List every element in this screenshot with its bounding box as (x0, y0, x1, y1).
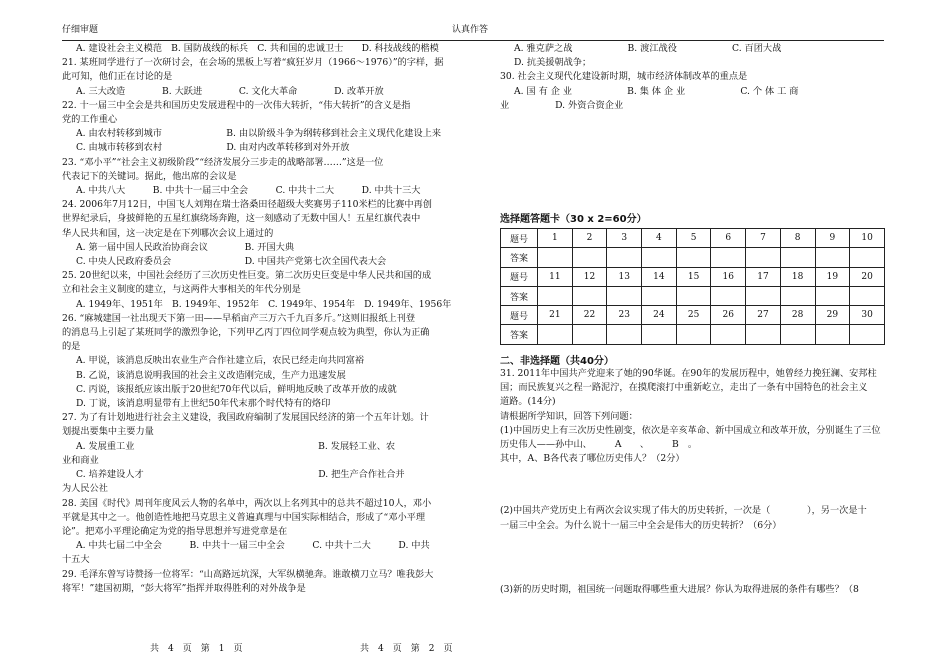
card-answer-cell[interactable] (572, 325, 607, 344)
text-line: 业 D. 外资合资企业 (500, 99, 624, 111)
right-column (500, 42, 890, 113)
card-answer-cell[interactable] (711, 325, 746, 344)
card-answer-cell[interactable] (538, 248, 573, 267)
question-31 (500, 367, 888, 597)
text-line: A. 发展重工业 B. 发展轻工业、农 (76, 440, 396, 452)
card-number-cell: 26 (711, 306, 746, 325)
q31-part3-line: (3)新的历史时期，祖国统一问题取得哪些重大进展？你认为取得进展的条件有哪些？（8 (500, 583, 859, 595)
q31-line: 道路。(14分) (500, 396, 556, 408)
card-answer-cell[interactable] (642, 248, 677, 267)
text-line: 将军！”建国初期，“彭大将军”指挥并取得胜利的对外战争是 (62, 582, 306, 594)
card-answer-cell[interactable] (607, 286, 642, 305)
card-answer-cell[interactable] (815, 286, 850, 305)
card-number-cell: 19 (815, 267, 850, 286)
card-label-ans: 答案 (501, 325, 538, 344)
card-answer-cell[interactable] (746, 325, 781, 344)
text-line: 30. 社会主义现代化建设新时期，城市经济体制改革的重点是 (500, 71, 748, 83)
text-line: D. 抗美援朝战争； (514, 57, 592, 69)
card-label-ans: 答案 (501, 286, 538, 305)
card-number-cell: 16 (711, 267, 746, 286)
card-number-cell: 22 (572, 306, 607, 325)
text-line: 25. 20世纪以来，中国社会经历了三次历史性巨变。第二次历史巨变是中华人民共和国的成 (62, 270, 432, 282)
card-number-cell: 25 (676, 306, 711, 325)
text-line: A. 由农村转移到城市 B. 由以阶级斗争为纲转移到社会主义现代化建设上来 (76, 128, 442, 140)
card-number-row (501, 229, 885, 248)
answer-card-title: 选择题答题卡（30 x 2=60分） (500, 214, 647, 225)
card-number-cell: 9 (815, 229, 850, 248)
text-line: C. 中央人民政府委员会 D. 中国共产党第七次全国代表大会 (76, 256, 387, 268)
card-number-cell: 24 (642, 306, 677, 325)
text-line: A. 国 有 企 业 B. 集 体 企 业 C. 个 体 工 商 (514, 85, 799, 97)
text-line: 为人民公社 (62, 483, 108, 495)
answer-space[interactable] (500, 533, 888, 583)
text-line: 的是 (62, 341, 81, 353)
card-number-cell: 14 (642, 267, 677, 286)
text-line: A. 三大改造 B. 大跃进 C. 文化大革命 D. 改革开放 (76, 85, 384, 97)
card-answer-row (501, 325, 885, 344)
card-number-cell: 2 (572, 229, 607, 248)
card-number-cell: 29 (815, 306, 850, 325)
card-answer-row (501, 286, 885, 305)
text-line: 十五大 (62, 554, 90, 566)
card-answer-cell[interactable] (572, 248, 607, 267)
card-number-cell: 6 (711, 229, 746, 248)
card-answer-cell[interactable] (538, 286, 573, 305)
text-line: 立和社会主义制度的建立，与这两件大事相关的年代分别是 (62, 284, 301, 296)
card-number-cell: 30 (850, 306, 885, 325)
card-number-row (501, 267, 885, 286)
card-answer-row (501, 248, 885, 267)
text-line: 27. 为了有计划地进行社会主义建设，我国政府编制了发展国民经济的第一个五年计划。计 (62, 412, 429, 424)
header-left: 仔细审题 (62, 25, 99, 35)
text-line: 党的工作重心 (62, 114, 118, 126)
card-answer-cell[interactable] (711, 248, 746, 267)
text-line: 24. 2006年7月12日，中国飞人刘翔在瑞士洛桑田径超级大奖赛男子110米栏的比赛中再创 (62, 199, 432, 211)
text-line: B. 乙说，该消息说明我国的社会主义改造刚完成，生产力迅速发展 (76, 369, 346, 381)
text-line: D. 丁说，该消息明显带有上世纪50年代末那个时代特有的烙印 (76, 398, 331, 410)
text-line: 论”。把邓小平理论确定为党的指导思想并写进党章是在 (62, 525, 288, 537)
text-line: C. 培养建设人才 D. 把生产合作社合并 (76, 469, 405, 481)
card-label-num: 题号 (501, 267, 538, 286)
card-number-cell: 11 (538, 267, 573, 286)
card-answer-cell[interactable] (850, 248, 885, 267)
left-column (62, 42, 462, 596)
card-number-cell: 8 (780, 229, 815, 248)
card-number-cell: 27 (746, 306, 781, 325)
text-line: 此可知，他们正在讨论的是 (62, 71, 173, 83)
text-line: A. 甲说，该消息反映出农业生产合作社建立后，农民已经走向共同富裕 (76, 355, 365, 367)
card-answer-cell[interactable] (780, 248, 815, 267)
q31-part2-line: (2)中国共产党历史上有两次会议实现了伟大的历史转折，一次是（ ），另一次是十 (500, 505, 867, 517)
card-number-cell: 21 (538, 306, 573, 325)
card-label-num: 题号 (501, 306, 538, 325)
text-line: A. 建设社会主义模范 B. 国防战线的标兵 C. 共和国的忠诚卫士 D. 科技战线的楷模 (76, 43, 439, 54)
text-line: 21. 某班同学进行了一次研讨会，在会场的黑板上写着“疯狂岁月（1966～1976）”的字样，据 (62, 57, 444, 69)
text-line: 23. “邓小平”“社会主义初级阶段”“经济发展分三步走的战略部署……”这是一位 (62, 156, 384, 168)
header-rule (62, 40, 884, 41)
card-answer-cell[interactable] (780, 286, 815, 305)
q31-line: 历史伟人——孙中山、 A 、 B 。 (500, 439, 698, 451)
text-line: 29. 毛泽东曾写诗赞扬一位将军：“山高路远坑深，大军纵横驰奔。谁敢横刀立马？唯我彭大 (62, 568, 434, 580)
text-line: 业和商业 (62, 454, 99, 466)
card-label-num: 题号 (501, 229, 538, 248)
card-number-cell: 10 (850, 229, 885, 248)
card-number-cell: 15 (676, 267, 711, 286)
footer-left: 共 4 页 第 1 页 (150, 644, 243, 654)
card-number-cell: 12 (572, 267, 607, 286)
card-number-cell: 4 (642, 229, 677, 248)
text-line: 的消息马上引起了某班同学的激烈争论，下列甲乙丙丁四位同学观点较为典型，你认为正确 (62, 327, 430, 339)
card-answer-cell[interactable] (746, 286, 781, 305)
q31-part2-line: 一届三中全会。为什么说十一届三中全会是伟大的历史转折？（6分） (500, 519, 782, 531)
text-line: A. 中共八大 B. 中共十一届三中全会 C. 中共十二大 D. 中共十三大 (76, 185, 421, 197)
text-line: 代表记下的关键词。据此，他出席的会议是 (62, 170, 237, 182)
footer-right: 共 4 页 第 2 页 (360, 644, 453, 654)
answer-space[interactable] (500, 466, 888, 504)
card-answer-cell[interactable] (815, 325, 850, 344)
text-line: A. 中共七届二中全会 B. 中共十一届三中全会 C. 中共十二大 D. 中共 (76, 540, 430, 552)
card-answer-cell[interactable] (780, 325, 815, 344)
q31-line: 其中，A、B各代表了哪位历史伟人？（2分） (500, 453, 685, 465)
q31-line: (1)中国历史上有三次历史性剧变，依次是辛亥革命、新中国成立和改革开放，分别诞生了三位 (500, 424, 881, 436)
card-answer-cell[interactable] (676, 248, 711, 267)
answer-card-table (500, 228, 885, 345)
q31-line: 31. 2011年中国共产党迎来了她的90华诞。在90年的发展历程中，她曾经力挽狂澜、安邦柱 (500, 368, 877, 379)
card-number-cell: 23 (607, 306, 642, 325)
card-answer-cell[interactable] (538, 325, 573, 344)
card-number-cell: 3 (607, 229, 642, 248)
text-line: 世界纪录后，身披鲜艳的五星红旗绕场奔跑，这一刻感动了无数中国人！五星红旗代表中 (62, 213, 421, 225)
card-answer-cell[interactable] (572, 286, 607, 305)
q31-line: 国；而民族复兴之程一路泥泞，在摸爬滚打中重新屹立，走出了一条有中国特色的社会主义 (500, 382, 868, 394)
card-number-cell: 13 (607, 267, 642, 286)
card-number-cell: 5 (676, 229, 711, 248)
card-answer-cell[interactable] (815, 248, 850, 267)
text-line: 22. 十一届三中全会是共和国历史发展进程中的一次伟大转折，“伟大转折”的含义是指 (62, 99, 411, 111)
text-line: 28. 美国《时代》周刊年度风云人物的名单中，两次以上名列其中的总共不超过10人，邓小 (62, 497, 432, 509)
text-line: 平就是其中之一。他创造性地把马克思主义普遍真理与中国实际相结合，形成了“邓小平理 (62, 511, 426, 523)
card-label-ans: 答案 (501, 248, 538, 267)
card-answer-cell[interactable] (746, 248, 781, 267)
card-number-cell: 28 (780, 306, 815, 325)
header-center: 认真作答 (452, 25, 489, 35)
card-answer-cell[interactable] (676, 286, 711, 305)
card-number-cell: 17 (746, 267, 781, 286)
card-number-cell: 18 (780, 267, 815, 286)
card-answer-cell[interactable] (642, 325, 677, 344)
text-line: 26. “麻城建国一社出现天下第一田——早稻亩产三万六千九百多斤。”这则旧报纸上刊登 (62, 312, 416, 324)
card-number-cell: 1 (538, 229, 573, 248)
card-number-cell: 7 (746, 229, 781, 248)
card-answer-cell[interactable] (607, 325, 642, 344)
card-answer-cell[interactable] (642, 286, 677, 305)
section2-title: 二、非选择题（共40分） (500, 356, 614, 367)
card-answer-cell[interactable] (676, 325, 711, 344)
card-answer-cell[interactable] (850, 325, 885, 344)
card-answer-cell[interactable] (607, 248, 642, 267)
text-line: A. 1949年、1951年 B. 1949年、1952年 C. 1949年、1954年 D. 1949年、1956年 (76, 298, 452, 310)
card-answer-cell[interactable] (711, 286, 746, 305)
card-answer-cell[interactable] (850, 286, 885, 305)
text-line: 华人民共和国，这一决定是在下列哪次会议上通过的 (62, 227, 274, 239)
q31-line: 请根据所学知识，回答下列问题： (500, 410, 638, 422)
text-line: C. 丙说，该报纸应该出版于20世纪70年代以后，鲜明地反映了改革开放的成就 (76, 383, 397, 395)
text-line: C. 由城市转移到农村 D. 由对内改革转移到对外开放 (76, 142, 350, 154)
card-number-row (501, 306, 885, 325)
card-number-cell: 20 (850, 267, 885, 286)
text-line: A. 第一届中国人民政治协商会议 B. 开国大典 (76, 241, 295, 253)
text-line: 划提出要集中主要力量 (62, 426, 154, 438)
text-line: A. 雅克萨之战 B. 渡江战役 C. 百团大战 (514, 43, 782, 54)
